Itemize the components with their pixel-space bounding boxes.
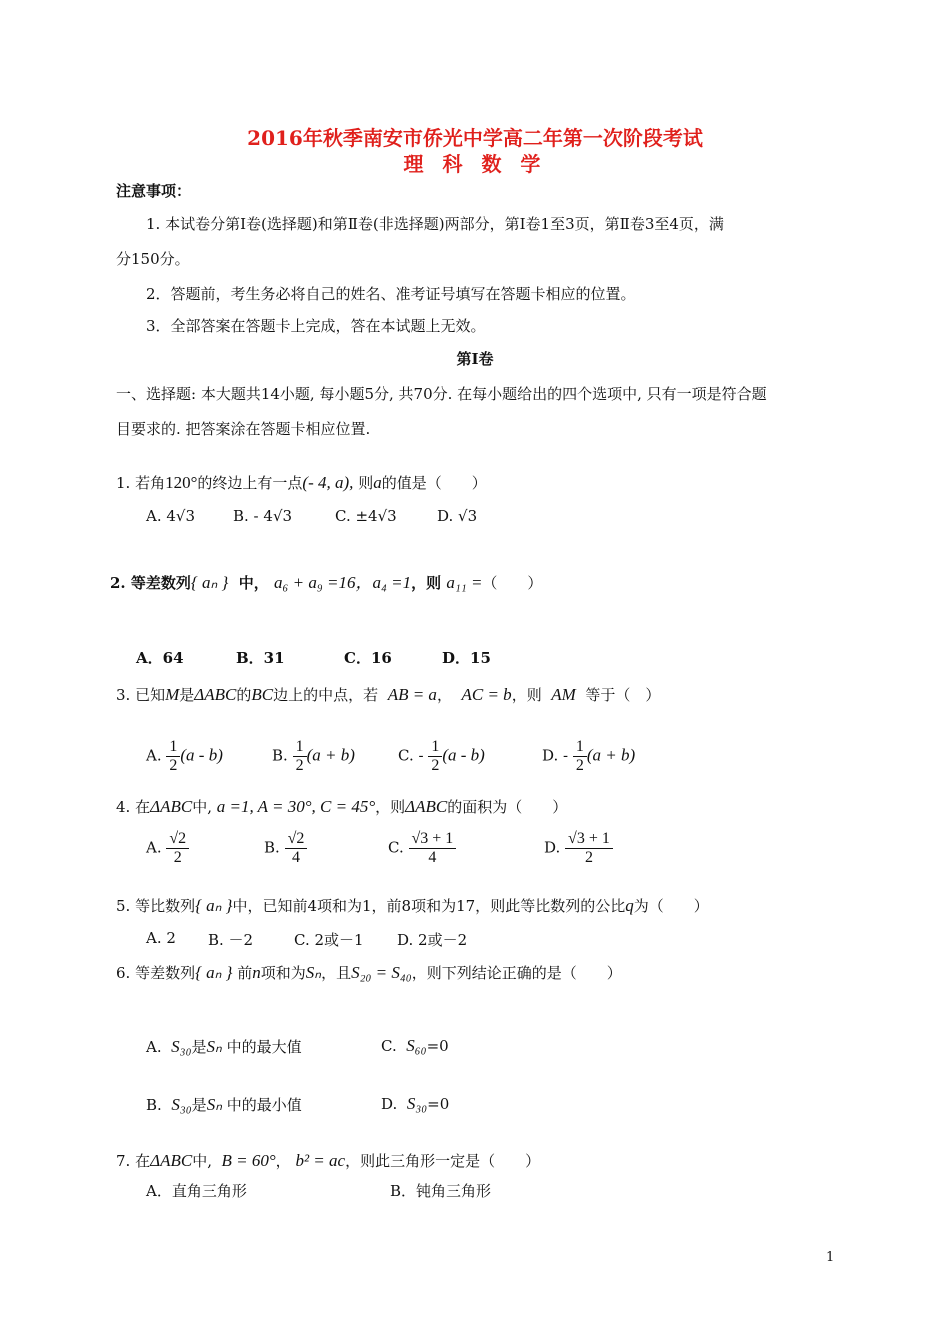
- q3-option-c: C. - $\frac{1}{2}$ (a - b): [398, 738, 485, 774]
- exam-title: 2016年秋季南安市侨光中学高二年第一次阶段考试: [247, 126, 703, 150]
- q5-option-c: C. 2或－1: [294, 931, 364, 949]
- q3-option-d: D. - $\frac{1}{2}$ (a + b): [542, 738, 636, 774]
- note-item-2: 2．答题前，考生务必将自己的姓名、准考证号填写在答题卡相应的位置。: [146, 285, 636, 303]
- question-7: 7. 在ΔABC中, B = 60°， b² = ac，则此三角形一定是（ ）: [116, 1151, 541, 1170]
- q1-option-d: D. √3: [437, 507, 478, 525]
- section-title: 第Ⅰ卷: [456, 350, 494, 368]
- q6-option-a: A. S₃₀是Sₙ 中的最大值: [146, 1037, 302, 1056]
- q2-option-c: C．16: [344, 649, 392, 667]
- question-2: 2. 等差数列{ aₙ } 中， a₆ + a₉ =16，a₄ =1，则 a₁₁ =（ ）: [110, 573, 543, 592]
- section-intro-cont: 目要求的. 把答案涂在答题卡相应位置.: [116, 420, 371, 438]
- q3-option-b: B. $\frac{1}{2}$ (a + b): [272, 738, 355, 774]
- q4-option-a: A. $\frac{√2}{2}$: [146, 830, 189, 867]
- q4-option-d: D. $\frac{√3 + 1}{2}$: [544, 830, 613, 867]
- q2-option-a: A．64: [136, 649, 184, 667]
- q5-option-b: B. －2: [208, 931, 254, 949]
- question-4: 4. 在ΔABC中, a =1, A = 30°, C = 45°，则ΔABC的面积为（ ）: [116, 797, 568, 816]
- note-item-1: 1. 本试卷分第Ⅰ卷(选择题)和第Ⅱ卷(非选择题)两部分，第Ⅰ卷1至3页，第Ⅱ卷3至4页，满: [146, 215, 724, 233]
- question-6: 6. 等差数列{ aₙ } 前n项和为Sₙ，且S₂₀ = S₄₀，则下列结论正确的是（ ）: [116, 963, 622, 982]
- q1-option-a: A. 4√3: [146, 507, 196, 525]
- exam-subtitle: 理 科 数 学: [403, 152, 547, 176]
- q1-option-c: C. ±4√3: [335, 507, 397, 525]
- q3-option-a: A. $\frac{1}{2}$ (a - b): [146, 738, 223, 774]
- question-1: 1. 若角120°的终边上有一点(- 4, a), 则a的值是（ ）: [116, 473, 487, 492]
- page-number: 1: [826, 1250, 835, 1265]
- note-item-3: 3．全部答案在答题卡上完成，答在本试题上无效。: [146, 317, 486, 335]
- q7-option-a: A．直角三角形: [146, 1182, 247, 1200]
- q4-option-b: B. $\frac{√2}{4}$: [264, 830, 307, 867]
- q6-option-b: B. S₃₀是Sₙ 中的最小值: [146, 1095, 302, 1114]
- q4-option-c: C. $\frac{√3 + 1}{4}$: [388, 830, 456, 867]
- q2-option-d: D．15: [442, 649, 491, 667]
- notes-heading: 注意事项：: [116, 182, 192, 200]
- q6-option-d: D. S₃₀=0: [381, 1094, 450, 1113]
- note-item-1-cont: 分150分。: [116, 250, 190, 268]
- question-5: 5. 等比数列{ aₙ }中，已知前4项和为1，前8项和为17，则此等比数列的公比q为（ ）: [116, 896, 709, 915]
- q7-option-b: B．钝角三角形: [390, 1182, 492, 1200]
- q5-option-a: A. 2: [146, 929, 176, 947]
- question-3: 3. 已知M是ΔABC的BC边上的中点，若 AB = a， AC = b，则 AM 等于（ ）: [116, 685, 661, 704]
- q1-option-b: B. - 4√3: [233, 507, 293, 525]
- q2-option-b: B．31: [236, 649, 285, 667]
- q6-option-c: C. S₆₀=0: [381, 1036, 449, 1055]
- section-intro: 一、选择题: 本大题共14小题, 每小题5分, 共70分. 在每小题给出的四个选项中, 只有一项是符合题: [116, 385, 767, 403]
- q5-option-d: D. 2或－2: [397, 931, 468, 949]
